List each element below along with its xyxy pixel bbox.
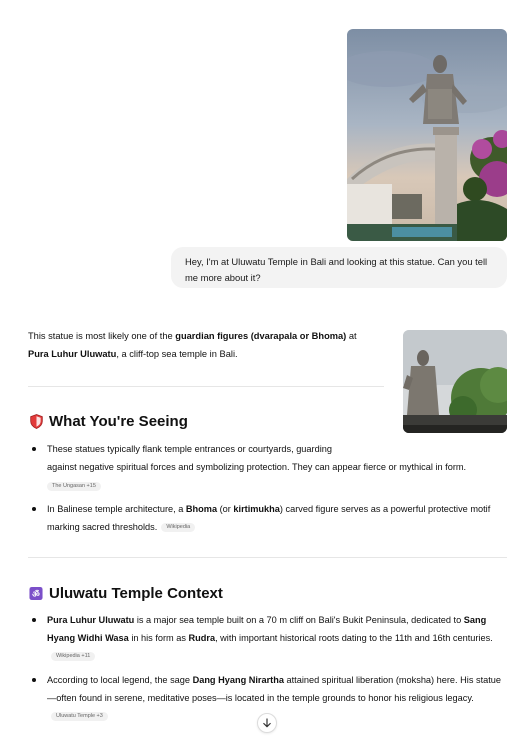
statue-thumbnail-image — [403, 330, 507, 433]
citation-chip[interactable]: Wikipedia +11 — [51, 652, 95, 661]
intro-bold: guardian figures (dvarapala or Bhoma) — [175, 331, 347, 341]
bullet-text: (or — [217, 504, 234, 514]
statue-thumbnail[interactable] — [403, 330, 507, 433]
bullet-bold: Sang Hyang Widhi Wasa — [47, 615, 487, 643]
bullet-text: , with important historical roots dating to the 11th and 16th centuries. — [215, 633, 493, 643]
user-uploaded-photo[interactable] — [347, 29, 507, 241]
divider — [28, 386, 384, 387]
bullet-text: In Balinese temple architecture, a — [47, 504, 186, 514]
bullet-bold: kirtimukha — [233, 504, 280, 514]
bullet-text: against negative spiritual forces and symbolizing protection. They can appear fierce or mythical in form. — [47, 462, 467, 472]
intro-bold: Pura Luhur Uluwatu — [28, 349, 117, 359]
section-heading-text: What You're Seeing — [49, 413, 188, 430]
bullet-text: in his form as — [128, 633, 189, 643]
intro-text: , a cliff-top sea temple in Bali. — [116, 349, 238, 359]
temple-statue-photo — [347, 29, 507, 241]
section-heading-text: Uluwatu Temple Context — [49, 585, 223, 602]
svg-text:ॐ: ॐ — [32, 588, 40, 599]
assistant-intro — [28, 327, 383, 363]
list-item — [30, 611, 507, 665]
bullet-bold: Dang Hyang Nirartha — [192, 675, 284, 685]
bullet-text: According to local legend, the sage — [47, 675, 193, 685]
scroll-to-bottom-button[interactable] — [257, 713, 277, 733]
bullet-text: These statues typically flank temple entrances or courtyards, guarding — [47, 444, 332, 454]
arrow-down-icon — [262, 718, 272, 728]
bullet-bold: Rudra — [188, 633, 216, 643]
bullet-list — [30, 440, 507, 542]
citation-chip[interactable]: Wikipedia — [161, 523, 195, 532]
citation-chip[interactable]: The Ungasan +15 — [47, 482, 101, 491]
citation-chip[interactable]: Uluwatu Temple +3 — [51, 712, 108, 721]
list-item — [30, 440, 507, 494]
intro-text: at — [346, 331, 357, 341]
intro-text: This statue is most likely one of the — [28, 331, 176, 341]
section-heading-uluwatu-context — [29, 585, 223, 602]
user-message-bubble — [171, 247, 507, 288]
shield-icon — [29, 414, 43, 429]
bullet-text: is a major sea temple built on a 70 m cliff on Bali's Bukit Peninsula, dedicated to — [134, 615, 464, 625]
om-icon — [29, 586, 43, 601]
bullet-text: attained spiritual liberation (moksha) here. His statue—often found in serene, meditative poses—is located in the temple grounds to honor his religious legacy. — [47, 675, 502, 703]
list-item — [30, 500, 507, 536]
section-heading-what-youre-seeing — [29, 413, 188, 430]
divider — [28, 557, 507, 558]
bullet-text: ) carved figure serves as a powerful protective motif marking sacred thresholds. — [47, 504, 491, 532]
bullet-bold: Pura Luhur Uluwatu — [47, 615, 135, 625]
bullet-bold: Bhoma — [185, 504, 218, 514]
user-message-text: Hey, I'm at Uluwatu Temple in Bali and looking at this statue. Can you tell me more about it? — [185, 256, 488, 283]
